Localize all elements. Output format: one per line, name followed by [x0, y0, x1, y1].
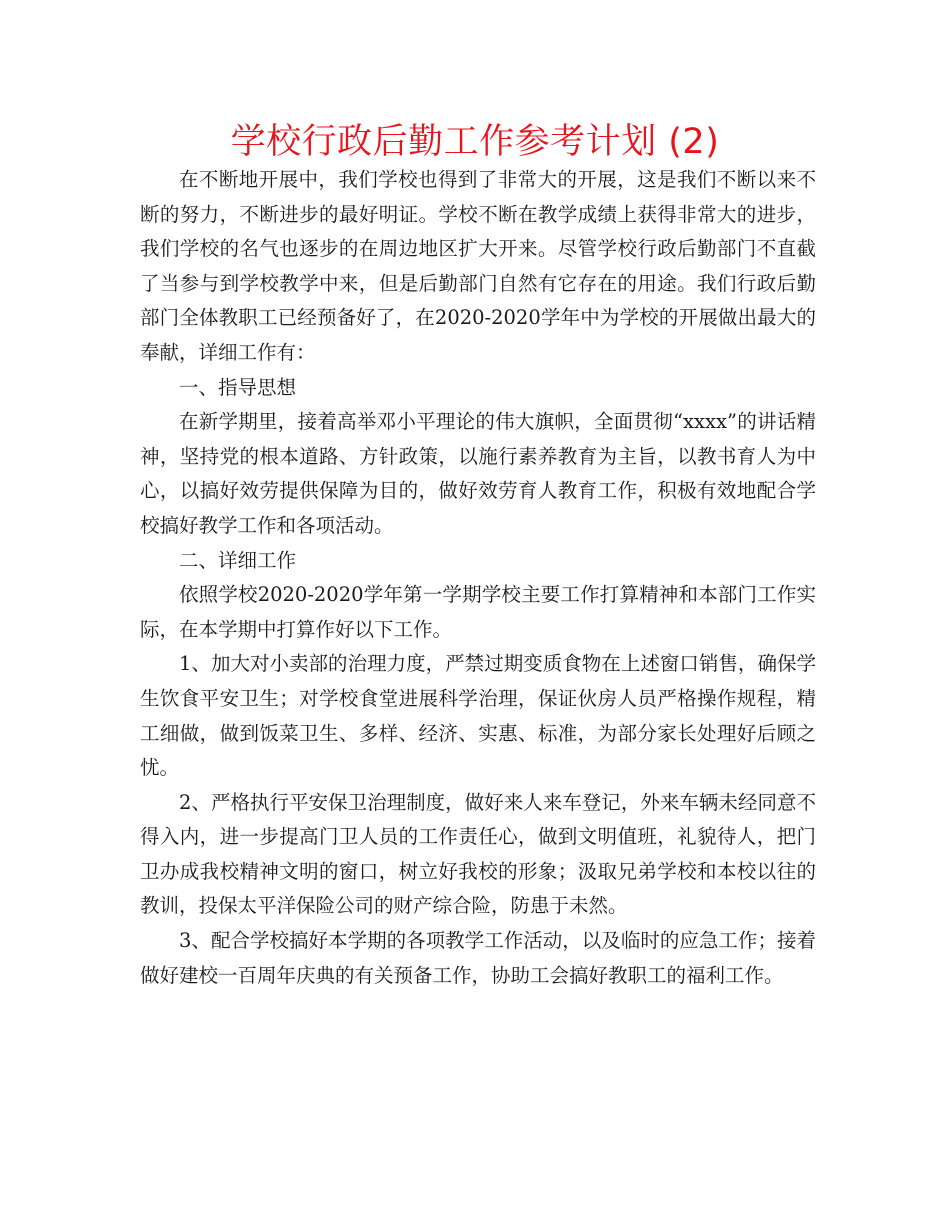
- paragraph-item-3: 3、配合学校搞好本学期的各项教学工作活动，以及临时的应急工作；接着做好建校一百周年庆典的有关预备工作，协助工会搞好教职工的福利工作。: [140, 929, 816, 987]
- paragraph-guiding-thought: 在新学期里，接着高举邓小平理论的伟大旗帜，全面贯彻“xxxx”的讲话精神，坚持党的根本道路、方针政策，以施行素养教育为主旨，以教书育人为中心，以搞好效劳提供保障为目的，做好效劳育人教育工作，积极有效地配合学校搞好教学工作和各项活动。: [140, 410, 816, 537]
- paragraph-work-basis: 依照学校2020-2020学年第一学期学校主要工作打算精神和本部门工作实际，在本学期中打算作好以下工作。: [140, 583, 816, 641]
- paragraph-item-1: 1、加大对小卖部的治理力度，严禁过期变质食物在上述窗口销售，确保学生饮食平安卫生；对学校食堂进展科学治理，保证伙房人员严格操作规程，精工细做，做到饭菜卫生、多样、经济、实惠、标准，为部分家长处理好后顾之忧。: [140, 652, 816, 780]
- paragraph-item-2: 2、严格执行平安保卫治理制度，做好来人来车登记，外来车辆未经同意不得入内，进一步提高门卫人员的工作责任心，做到文明值班，礼貌待人，把门卫办成我校精神文明的窗口，树立好我校的形象；汲取兄弟学校和本校以往的教训，投保太平洋保险公司的财产综合险，防患于未然。: [140, 790, 816, 918]
- section-heading-guiding-thought: 一、指导思想: [179, 375, 297, 399]
- section-heading-detailed-work: 二、详细工作: [179, 548, 297, 572]
- paragraph-intro: 在不断地开展中，我们学校也得到了非常大的开展，这是我们不断以来不断的努力，不断进步的最好明证。学校不断在教学成绩上获得非常大的进步，我们学校的名气也逐步的在周边地区扩大开来。尽管学校行政后勤部门不直截了当参与到学校教学中来，但是后勤部门自然有它存在的用途。我们行政后勤部门全体教职工已经预备好了，在2020-2020学年中为学校的开展做出最大的奉献，详细工作有：: [140, 168, 816, 364]
- document-body: [140, 163, 816, 993]
- document-title: 学校行政后勤工作参考计划 (2): [230, 122, 720, 162]
